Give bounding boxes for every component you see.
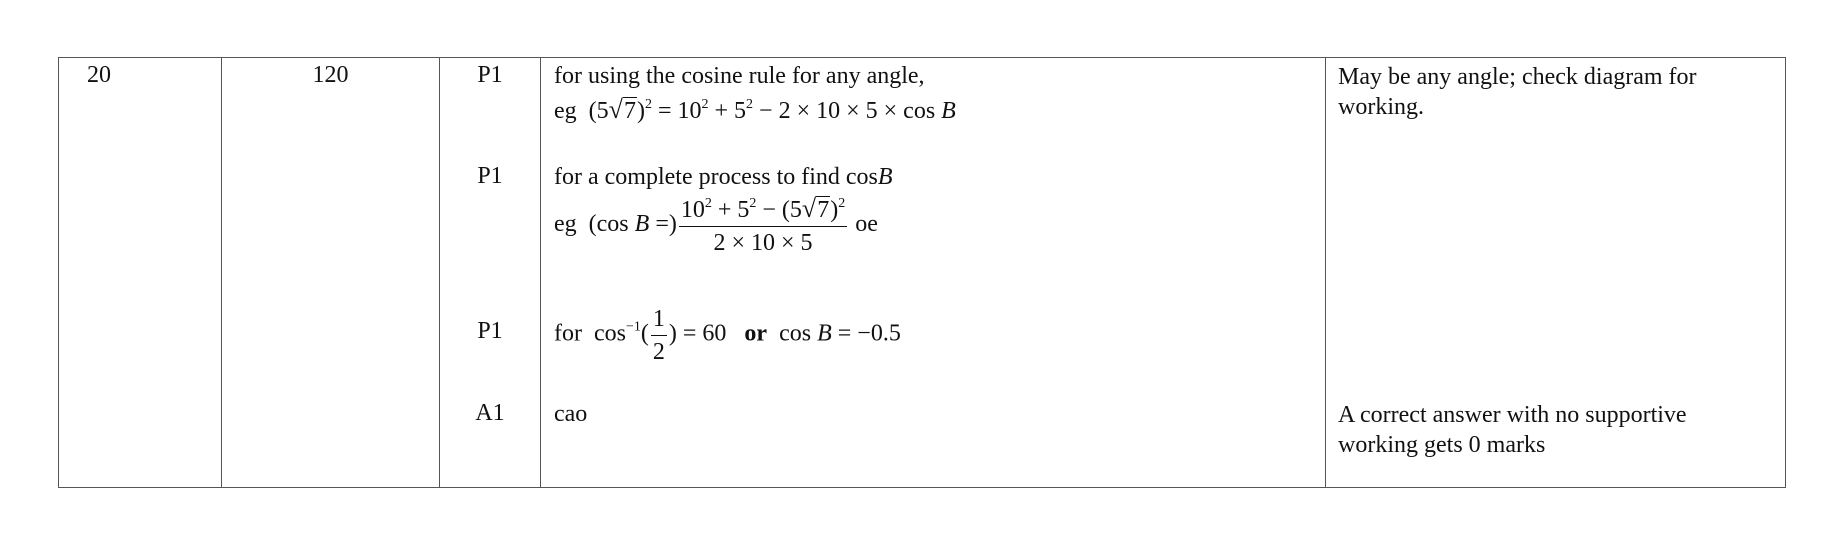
exponent: 2 [749,196,757,211]
expr-part: ) [636,98,645,124]
expr-part: + 5 [711,197,750,223]
root-argument: 7 [817,197,830,223]
exponent: 2 [704,196,712,211]
variable-b: B [634,211,650,238]
fraction-denominator: 2 × 10 × 5 [713,230,813,256]
fraction [679,194,847,257]
variable-b: B [941,98,956,124]
eg-label: eg [554,211,577,238]
expr-part: ) = 60 [668,320,727,347]
expr-part: = −0.5 [831,320,901,347]
fraction-numerator: 1 [651,304,667,336]
mark-scheme-table [58,57,1786,488]
expr-part: ( [640,320,649,347]
marks-cell [440,58,541,488]
fraction-numerator [679,194,847,227]
expr-part: + 5 [708,98,747,124]
or-keyword: or [744,320,768,347]
root-argument: 7 [623,98,636,124]
fraction-one-half [651,304,667,366]
expr-part: = 10 [651,98,702,124]
table-row [59,58,1786,488]
note-any-angle [1338,62,1775,122]
exponent: 2 [746,97,754,112]
guidance-cosine-rule [554,62,1315,126]
oe-label: oe [855,211,878,238]
guidance-text: cao [554,401,588,427]
expr-part: − 2 × 10 × 5 × cos [753,98,942,124]
question-number: 20 [87,62,111,88]
note-text: working. [1338,94,1424,120]
cosine-fraction-expression [554,194,1315,257]
inverse-exponent: −1 [625,319,641,335]
eg-label: eg [554,98,577,124]
exponent: 2 [701,97,709,112]
mark-4: A1 [475,400,505,426]
square-root-symbol: √7 [608,95,636,124]
cosine-rule-expression [554,95,1315,126]
expr-part: − (5 [756,197,802,223]
note-text: A correct answer with no supportive [1338,402,1687,428]
guidance-inverse-cosine [554,304,1315,366]
exponent: 2 [838,196,846,211]
guidance-complete-process [554,163,1315,257]
variable-b: B [817,320,832,347]
square-root-symbol: √7 [801,194,830,223]
expr-part: (5 [588,98,609,124]
note-text: working gets 0 marks [1338,432,1546,458]
expr-part: (cos [588,211,635,238]
inverse-cosine-expression [554,304,1315,366]
variable-b: B [877,164,893,190]
expr-part: 10 [680,197,705,223]
note-text: May be any angle; check diagram for [1338,64,1697,90]
note-correct-answer [1338,400,1775,460]
exponent: 2 [644,97,652,112]
expr-part: cos [779,320,818,347]
expr-part: ) [830,197,839,223]
mark-1: P1 [477,62,503,88]
mark-3: P1 [477,318,503,344]
question-number-cell [59,58,222,488]
notes-cell [1326,58,1786,488]
answer-value: 120 [312,62,349,88]
expr-part: cos [593,320,626,347]
mark-2: P1 [477,163,503,189]
guidance-cell [541,58,1326,488]
guidance-cao [554,400,1315,429]
guidance-text-line [554,163,1315,192]
guidance-text: for a complete process to find cos [554,164,878,190]
guidance-text: for [554,320,582,347]
expr-part: =) [649,211,677,238]
fraction-denominator: 2 [652,339,665,365]
guidance-text: for using the cosine rule for any angle, [554,63,925,89]
answer-cell [222,58,440,488]
